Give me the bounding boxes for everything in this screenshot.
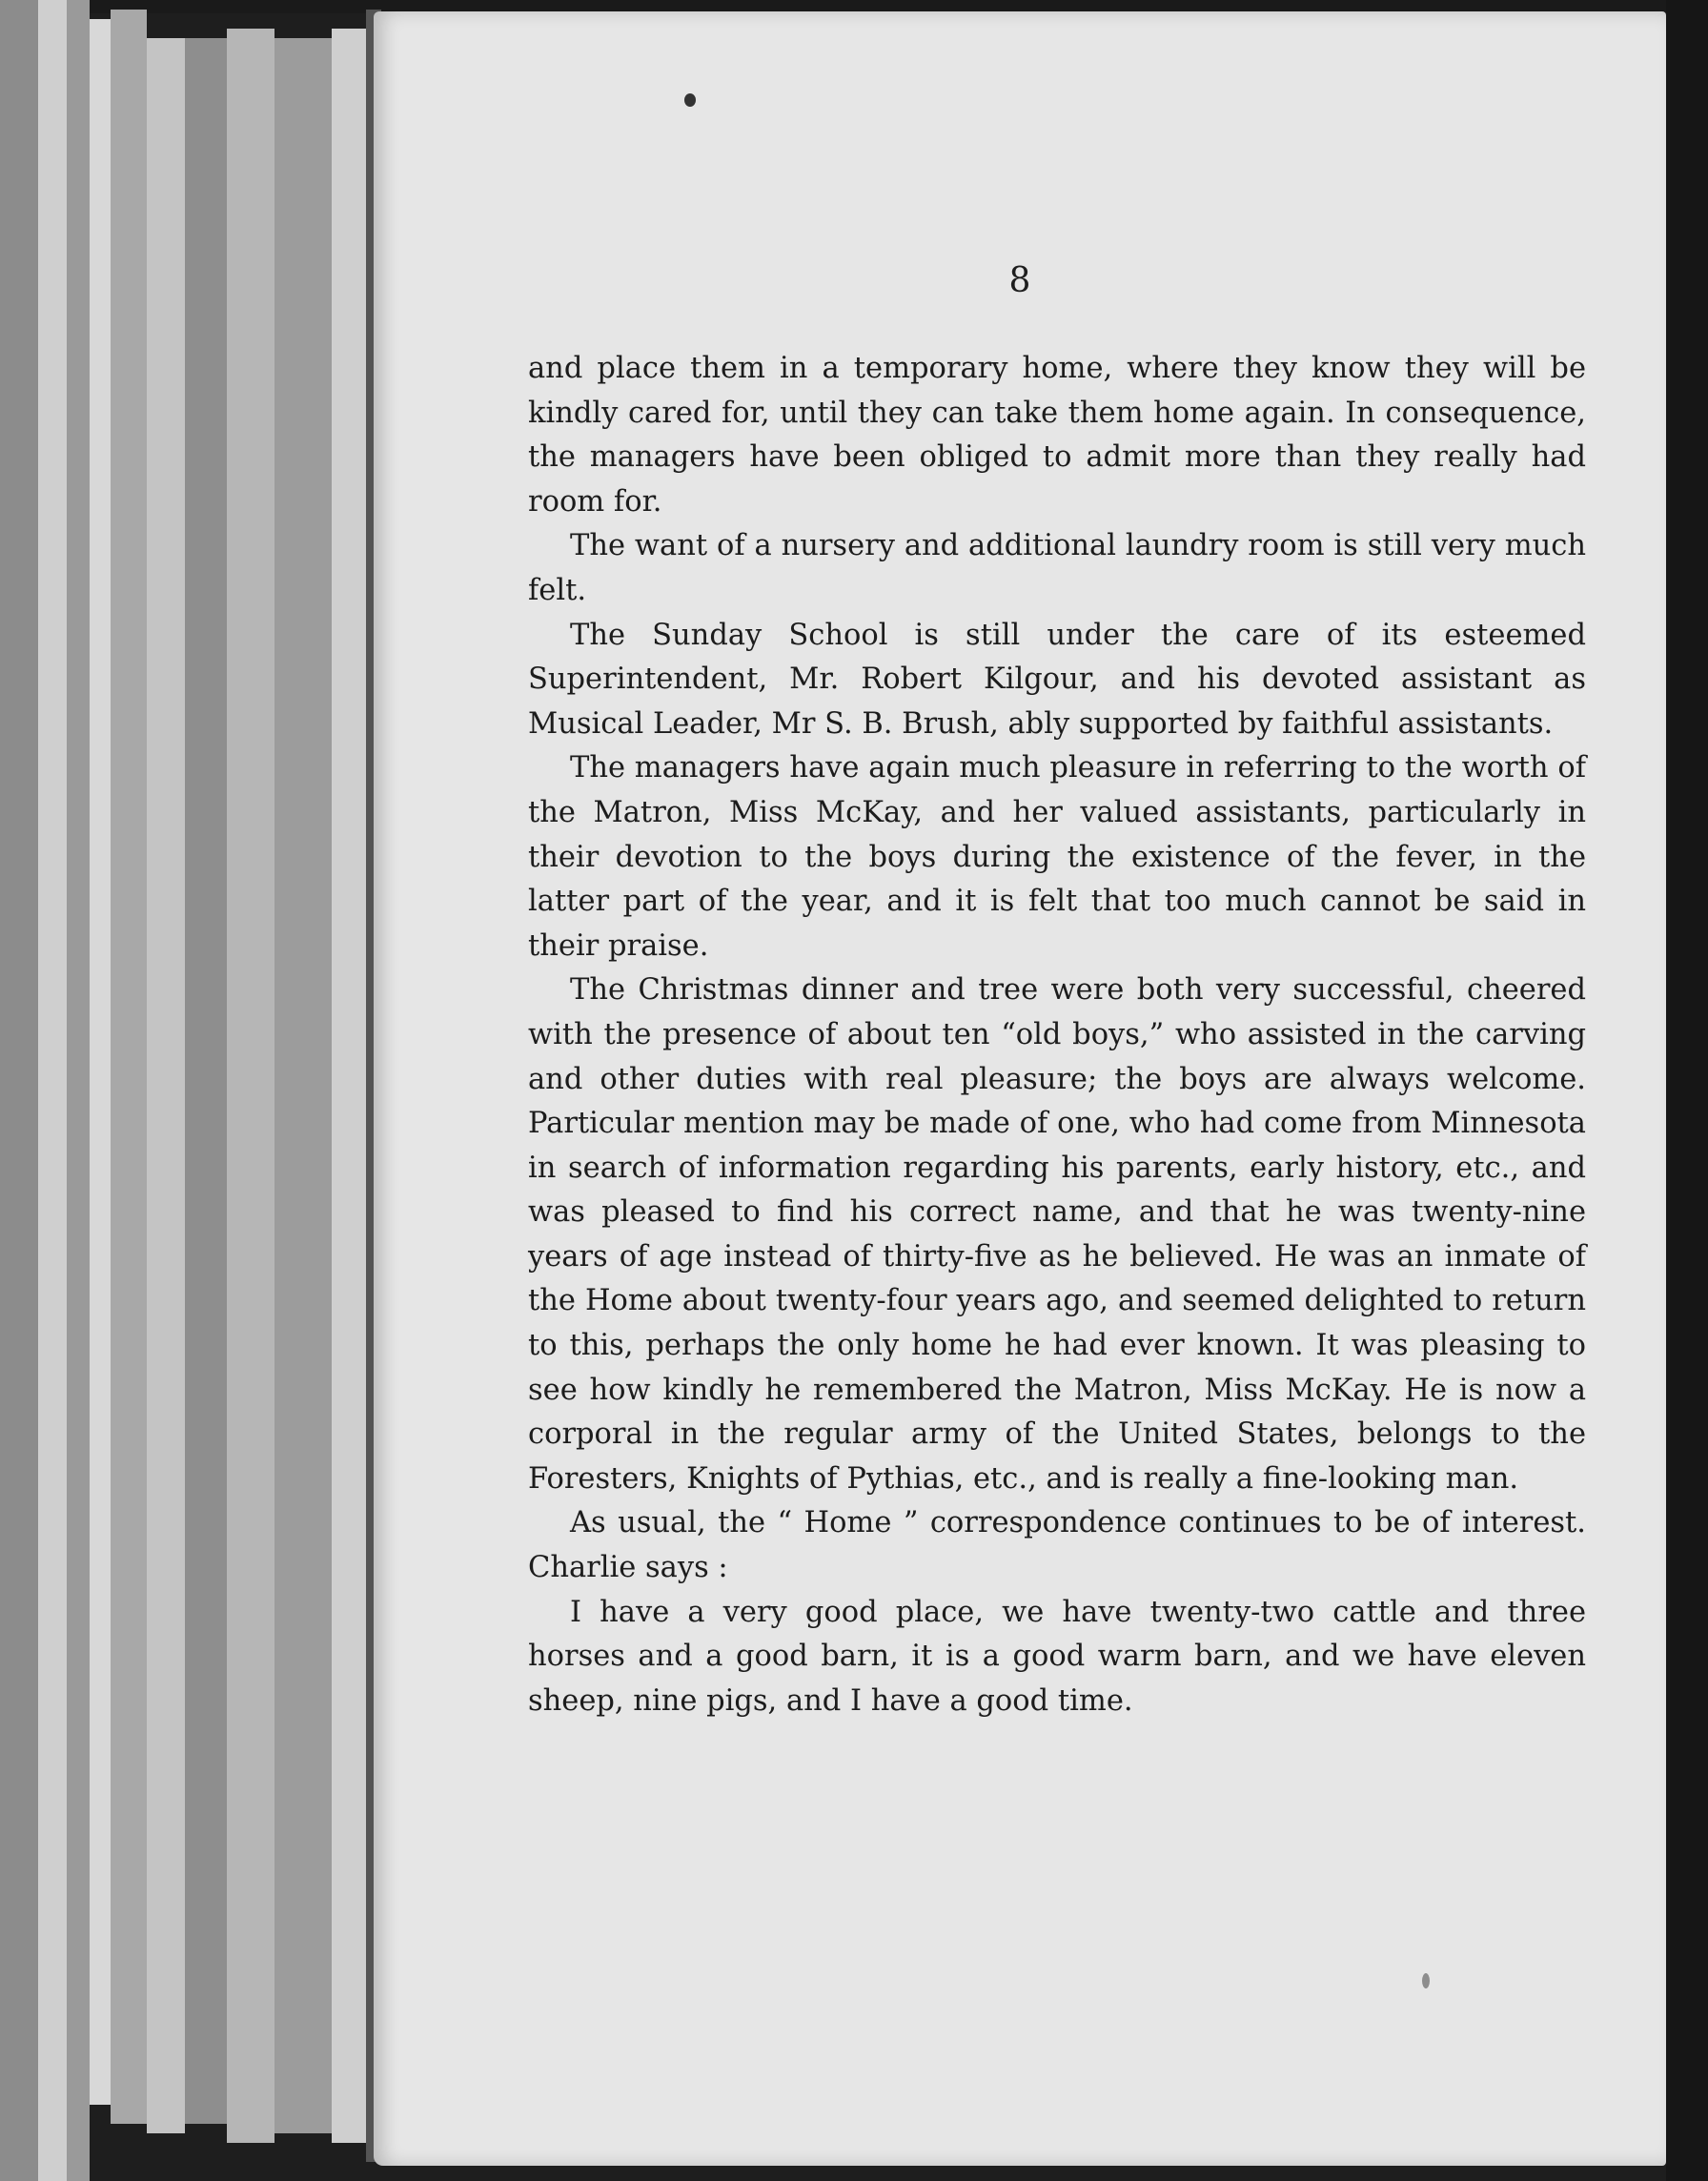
right-dark-border [1666, 0, 1708, 2181]
page-number: 8 [1008, 261, 1031, 300]
paragraph: The managers have again much pleasure in referring to the worth of the Matron, Miss McKay, and her valued assistants, particularly in their devotion to the boys during the existence of the fever, in the latter part of the year, and it is felt that too much cannot be said in their praise. [528, 751, 1586, 963]
paragraph: and place them in a temporary home, where they know they will be kindly cared for, until they can take them home again. In consequence, the managers have been obliged to admit more than they really had room for. [528, 352, 1586, 519]
paragraph: The Christmas dinner and tree were both very successful, cheered with the presence of about ten “old boys,” who assisted in the carving and other duties with real pleasure; the boys are always welcome. Particular mention may be made of one, who had come from Minnesota in search of information regarding his parents, early history, etc., and was pleased to find his correct name, and that he was twenty-nine years of age instead of thirty-five as he believed. He was an inmate of the Home about twenty-four years ago, and seemed delighted to return to this, perhaps the only home he had ever known. It was pleasing to see how kindly he remembered the Matron, Miss McKay. He is now a corporal in the regular army of the United States, belongs to the Foresters, Knights of Pythias, etc., and is really a fine-looking man. [528, 973, 1586, 1496]
page-edge-stack [185, 38, 227, 2124]
paragraph: As usual, the “ Home ” correspondence continues to be of interest. Charlie says : [528, 1506, 1586, 1585]
body-text [528, 347, 1586, 1723]
page-edge-stack [332, 29, 366, 2143]
page-edge-stack [90, 19, 111, 2105]
page-edge-stack [147, 38, 185, 2133]
paragraph: The want of a nursery and additional laundry room is still very much felt. [528, 529, 1586, 607]
paragraph: The Sunday School is still under the care of its esteemed Superintendent, Mr. Robert Kilgour, and his devoted assistant as Musical Leader, Mr S. B. Brush, ably supported by faithful assistants. [528, 618, 1586, 741]
dust-speck [1422, 1973, 1430, 1988]
page-edge-stack [38, 0, 67, 2181]
page-edge-stack [227, 29, 274, 2143]
paragraph: I have a very good place, we have twenty-two cattle and three horses and a good barn, it is a good warm barn, and we have eleven sheep, nine pigs, and I have a good time. [528, 1595, 1586, 1718]
book-page [374, 11, 1666, 2166]
dust-speck [684, 93, 696, 107]
page-edge-stack [67, 0, 90, 2181]
page-edge-stack [111, 10, 147, 2124]
page-edge-stack [274, 38, 332, 2133]
page-edge-stack [0, 0, 38, 2181]
